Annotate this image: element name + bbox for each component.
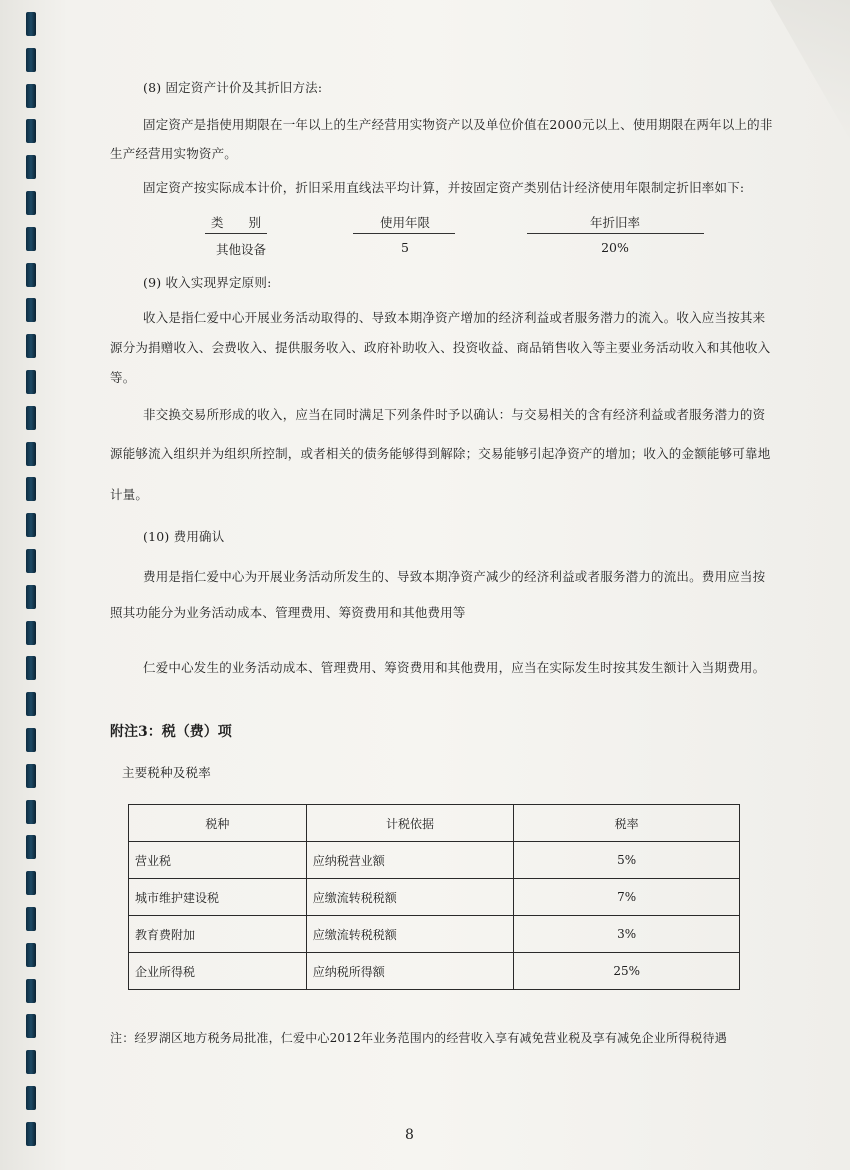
- tax-header-type: 税种: [129, 805, 307, 842]
- tax-rate: 3%: [514, 916, 740, 953]
- tax-type: 教育费附加: [129, 916, 307, 953]
- section-9-para2-line2: 源能够流入组织并为组织所控制，或者相关的债务能够得到解除；交易能够引起净资产的增加；收入的金额能够可靠地: [110, 446, 771, 461]
- binding-ring: [26, 907, 36, 931]
- section-10-para1-line2: 照其功能分为业务活动成本、管理费用、筹资费用和其他费用等: [110, 605, 466, 620]
- binding-ring: [26, 1050, 36, 1074]
- tax-type: 城市维护建设税: [129, 879, 307, 916]
- section-9-para1-line3: 等。: [110, 370, 136, 385]
- section-9-title: (9) 收入实现界定原则:: [143, 275, 272, 290]
- tax-table: [128, 804, 740, 990]
- tax-basis: 应纳税营业额: [306, 842, 514, 879]
- binding-ring: [26, 442, 36, 466]
- page-corner-fold: [770, 0, 850, 140]
- page-number: 8: [405, 1127, 414, 1143]
- tax-table-header-row: [129, 805, 740, 842]
- section-9-para1-line1: 收入是指仁爱中心开展业务活动取得的、导致本期净资产增加的经济利益或者服务潜力的流入。收入应当按其来: [143, 310, 766, 325]
- binding-ring: [26, 298, 36, 322]
- dep-underline-category: [205, 233, 267, 234]
- binding-ring: [26, 656, 36, 680]
- binding-ring: [26, 1122, 36, 1146]
- binding-ring: [26, 1014, 36, 1038]
- table-row: [129, 916, 740, 953]
- note-3-footnote: 注：经罗湖区地方税务局批准，仁爱中心2012年业务范围内的经营收入享有减免营业税及享有减免企业所得税待遇: [110, 1031, 727, 1045]
- binding-ring: [26, 12, 36, 36]
- binding-ring: [26, 334, 36, 358]
- dep-header-category: 类 别: [210, 215, 261, 230]
- binding-ring: [26, 119, 36, 143]
- binding-ring: [26, 477, 36, 501]
- dep-underline-rate: [527, 233, 704, 234]
- section-8-para1-line2: 生产经营用实物资产。: [110, 146, 238, 161]
- dep-header-years: 使用年限: [379, 215, 430, 230]
- binding-ring: [26, 943, 36, 967]
- binding-ring: [26, 728, 36, 752]
- tax-rate: 25%: [514, 953, 740, 990]
- binding-ring: [26, 84, 36, 108]
- binding-ring: [26, 871, 36, 895]
- binding-ring: [26, 549, 36, 573]
- tax-header-rate: 税率: [514, 805, 740, 842]
- section-10-para2: 仁爱中心发生的业务活动成本、管理费用、筹资费用和其他费用，应当在实际发生时按其发生额计入当期费用。: [143, 660, 766, 675]
- section-8-title: (8) 固定资产计价及其折旧方法:: [143, 80, 323, 95]
- dep-cell-category: 其他设备: [215, 242, 266, 257]
- table-row: [129, 879, 740, 916]
- binding-ring: [26, 48, 36, 72]
- table-row: [129, 953, 740, 990]
- binding-ring: [26, 979, 36, 1003]
- tax-rate: 7%: [514, 879, 740, 916]
- section-10-para1-line1: 费用是指仁爱中心为开展业务活动所发生的、导致本期净资产减少的经济利益或者服务潜力的流出。费用应当按: [143, 569, 766, 584]
- section-10-title: (10) 费用确认: [143, 529, 225, 544]
- section-9-para1-line2: 源分为捐赠收入、会费收入、提供服务收入、政府补助收入、投资收益、商品销售收入等主要业务活动收入和其他收入: [110, 340, 771, 355]
- binding-ring: [26, 370, 36, 394]
- binding-ring: [26, 692, 36, 716]
- tax-type: 企业所得税: [129, 953, 307, 990]
- binding-ring: [26, 585, 36, 609]
- dep-underline-years: [353, 233, 455, 234]
- binding-ring: [26, 621, 36, 645]
- binding-ring: [26, 835, 36, 859]
- note-3-heading: 附注3：税（费）项: [110, 724, 232, 740]
- section-8-para1-line1: 固定资产是指使用期限在一年以上的生产经营用实物资产以及单位价值在2000元以上、使用期限在两年以上的非: [143, 117, 773, 132]
- binding-ring: [26, 191, 36, 215]
- section-8-para2: 固定资产按实际成本计价，折旧采用直线法平均计算，并按固定资产类别估计经济使用年限制定折旧率如下:: [143, 180, 745, 195]
- tax-basis: 应缴流转税税额: [306, 879, 514, 916]
- tax-basis: 应纳税所得额: [306, 953, 514, 990]
- binding-ring: [26, 155, 36, 179]
- binding-ring: [26, 764, 36, 788]
- binding-ring: [26, 406, 36, 430]
- binding-ring: [26, 263, 36, 287]
- tax-type: 营业税: [129, 842, 307, 879]
- binding-ring: [26, 227, 36, 251]
- binding-ring: [26, 800, 36, 824]
- dep-header-rate: 年折旧率: [589, 215, 640, 230]
- dep-cell-years: 5: [401, 240, 409, 255]
- tax-header-basis: 计税依据: [306, 805, 514, 842]
- tax-rate: 5%: [514, 842, 740, 879]
- table-row: [129, 842, 740, 879]
- binding-ring: [26, 1086, 36, 1110]
- spiral-binding: [24, 12, 40, 1162]
- dep-cell-rate: 20%: [601, 240, 629, 255]
- binding-ring: [26, 513, 36, 537]
- tax-basis: 应缴流转税税额: [306, 916, 514, 953]
- section-9-para2-line3: 计量。: [110, 487, 149, 502]
- section-9-para2-line1: 非交换交易所形成的收入，应当在同时满足下列条件时予以确认：与交易相关的含有经济利益或者服务潜力的资: [143, 407, 766, 422]
- note-3-subheading: 主要税种及税率: [122, 765, 211, 780]
